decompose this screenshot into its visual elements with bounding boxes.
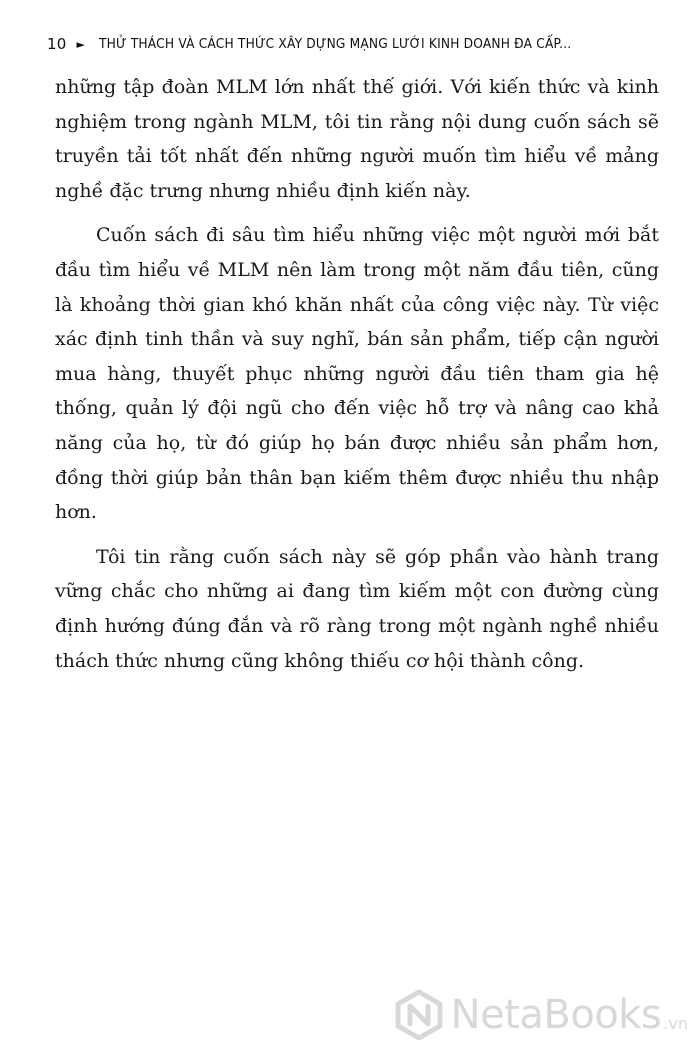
watermark-brand: NetaBooks — [450, 992, 662, 1038]
watermark — [393, 989, 688, 1041]
page-number: 10 — [47, 35, 67, 53]
header-arrow-icon: ► — [76, 37, 86, 51]
running-header — [47, 30, 667, 58]
chapter-title: THỬ THÁCH VÀ CÁCH THỨC XÂY DỰNG MẠNG LƯỚI KINH DOANH ĐA CẤP... — [99, 36, 572, 52]
paragraph-1: những tập đoàn MLM lớn nhất thế giới. Với kiến thức và kinh nghiệm trong ngành MLM, tôi tin rằng nội dung cuốn sách sẽ truyền tải tốt nhất đến những người muốn tìm hiểu về mảng nghề đặc trưng nhưng nhiều định kiến này. — [55, 76, 659, 202]
paragraph-3: Tôi tin rằng cuốn sách này sẽ góp phần vào hành trang vững chắc cho những ai đang tìm kiếm một con đường cùng định hướng đúng đắn và rõ ràng trong một ngành nghề nhiều thách thức nhưng cũng không thiếu cơ hội thành công. — [55, 545, 659, 672]
watermark-suffix: .vn — [663, 1014, 688, 1033]
paragraph-2: Cuốn sách đi sâu tìm hiểu những việc một người mới bắt đầu tìm hiểu về MLM nên làm trong một năm đầu tiên, cũng là khoảng thời gian khó khăn nhất của công việc này. Từ việc xác định tinh thần và suy nghĩ, bán sản phẩm, tiếp cận người mua hàng, thuyết phục những người đầu tiên tham gia hệ thống, quản lý đội ngũ cho đến việc hỗ trợ và nâng cao khả năng của họ, từ đó giúp họ bán được nhiều sản phẩm hơn, đồng thời giúp bản thân bạn kiếm thêm được nhiều thu nhập hơn. — [55, 224, 659, 524]
body-text — [55, 70, 659, 688]
netabooks-logo-icon — [393, 989, 445, 1041]
